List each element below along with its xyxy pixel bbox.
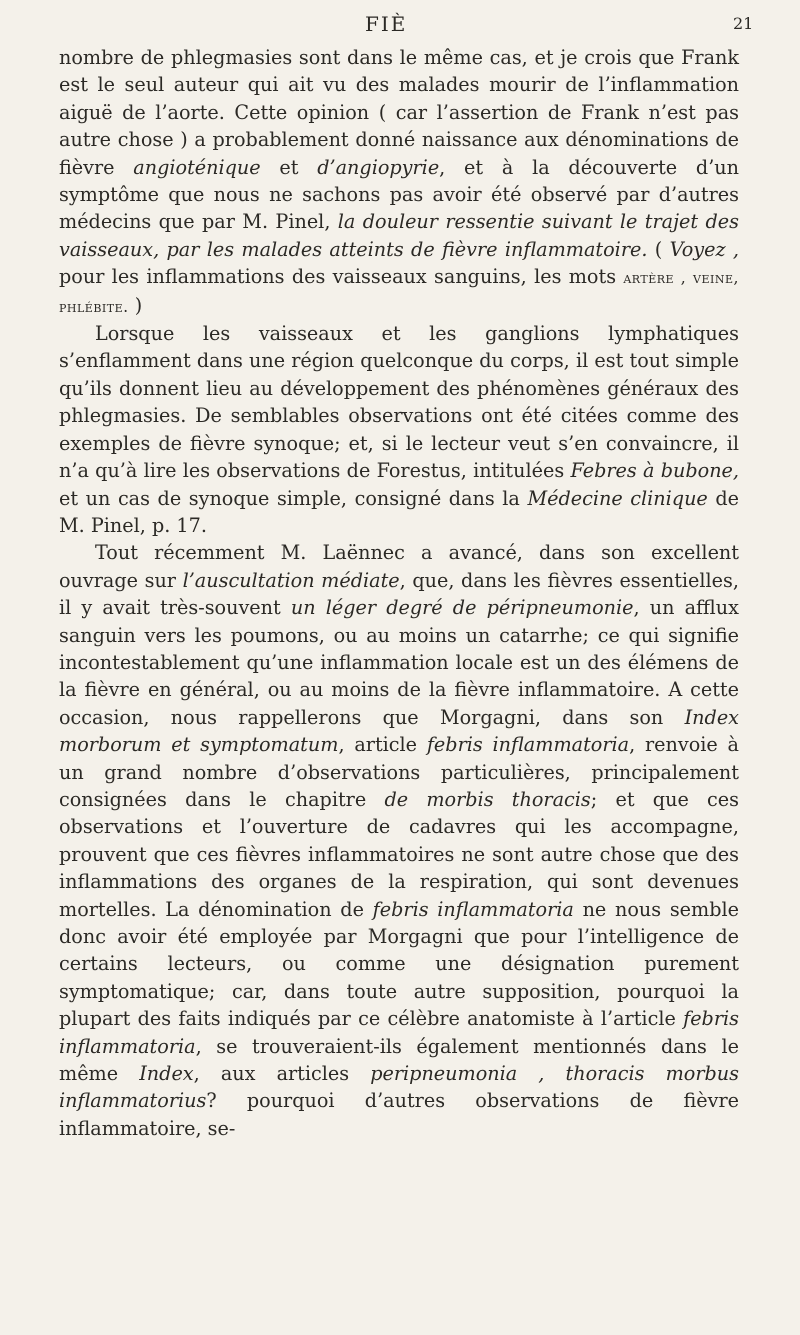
italic-text: Médecine clinique	[527, 486, 708, 510]
text-run: et	[260, 155, 318, 179]
text-run: , article	[338, 733, 427, 757]
italic-text: febris inflammatoria	[372, 897, 574, 921]
italic-text: Index	[139, 1062, 194, 1086]
italic-text: Voyez ,	[669, 237, 739, 261]
italic-text: angioténique	[133, 155, 261, 179]
italic-text: l’auscultation médiate	[182, 568, 400, 592]
text-run: de M. Pinel, p. 17.	[59, 486, 739, 537]
text-run: )	[128, 293, 143, 317]
italic-text: Febres à bubone,	[570, 459, 740, 483]
paragraph	[59, 44, 739, 320]
italic-text: febris inflammatoria	[59, 1007, 739, 1058]
text-run: Tout récemment M. Laënnec a avancé, dans son excellent ouvrage sur	[59, 541, 739, 592]
small-caps-text: artère , veine, phlébite.	[59, 268, 739, 316]
text-run: , aux articles	[193, 1062, 371, 1086]
text-run: , un afflux sanguin vers les poumons, ou au moins un catarrhe; ce qui signifie incontestablement qu’une inflammation locale est un des élémens de la fièvre en général, ou au moins de la fièvre inflammatoire. A cette occasion, nous rappellerons que Morgagni, dans son	[59, 596, 739, 729]
italic-text: peripneumonia , thoracis morbus inflammatorius	[59, 1062, 739, 1113]
text-run: ; et que ces observations et l’ouverture de cadavres qui les accompagne, prouvent que ces fièvres inflammatoires ne sont autre chose que des inflammations des organes de la respiration, qui sont devenues mortelles. La dénomination de	[59, 787, 739, 921]
page-header	[0, 12, 800, 42]
text-run: Lorsque les vaisseaux et les ganglions lymphatiques s’enflamment dans une région quelconque du corps, il est tout simple qu’ils donnent lieu au développement des phénomènes généraux des phlegmasies. De semblables observations ont été citées comme des exemples de fièvre synoque; et, si le lecteur veut s’en convaincre, il n’a qu’à lire les observations de Forestus, intitulées	[59, 322, 739, 483]
text-run: ? pourquoi d’autres observations de fièvre inflammatoire, se-	[59, 1089, 739, 1140]
italic-text: febris inflammatoria	[426, 733, 630, 757]
paragraph	[59, 320, 739, 539]
text-run: nombre de phlegmasies sont dans le même cas, et je crois que Frank est le seul auteur qui ait vu des malades mourir de l’inflammation aiguë de l’aorte. Cette opinion ( car l’assertion de Frank n’est pas autre chose ) a probablement donné naissance aux dénominations de fièvre	[59, 46, 739, 179]
running-head: FIÈ	[365, 12, 408, 36]
page-number: 21	[733, 14, 754, 33]
text-run: et un cas de synoque simple, consigné dans la	[59, 486, 528, 510]
italic-text: un léger degré de péripneumonie	[290, 596, 634, 620]
text-run: , renvoie à un grand nombre d’observations particulières, principalement consignées dans le chapitre	[59, 733, 739, 811]
italic-text: de morbis thoracis	[384, 787, 591, 811]
italic-text: d’angiopyrie	[317, 155, 440, 179]
text-run: , et à la découverte d’un symptôme que nous ne sachons pas avoir été observé par d’autres médecins que par M. Pinel,	[59, 155, 740, 234]
text-run: (	[647, 237, 670, 261]
text-run: ne nous semble donc avoir été employée par Morgagni que pour l’intelligence de certains lecteurs, ou comme une désignation purement symptomatique; car, dans toute autre supposition, pourquoi la plupart des faits indiqués par ce célèbre anatomiste à l’article	[59, 897, 739, 1031]
text-run: , que, dans les fièvres essentielles, il y avait très-souvent	[59, 568, 739, 620]
paragraph	[59, 539, 739, 1142]
italic-text: la douleur ressentie suivant le trajet des vaisseaux, par les malades atteints de fièvre inflammatoire.	[59, 210, 739, 261]
italic-text: Index morborum et symptomatum	[59, 705, 739, 757]
body-text	[59, 44, 739, 1142]
text-run: , se trouveraient-ils également mentionnés dans le même	[59, 1034, 739, 1086]
text-run: pour les inflammations des vaisseaux sanguins, les mots	[59, 265, 624, 289]
